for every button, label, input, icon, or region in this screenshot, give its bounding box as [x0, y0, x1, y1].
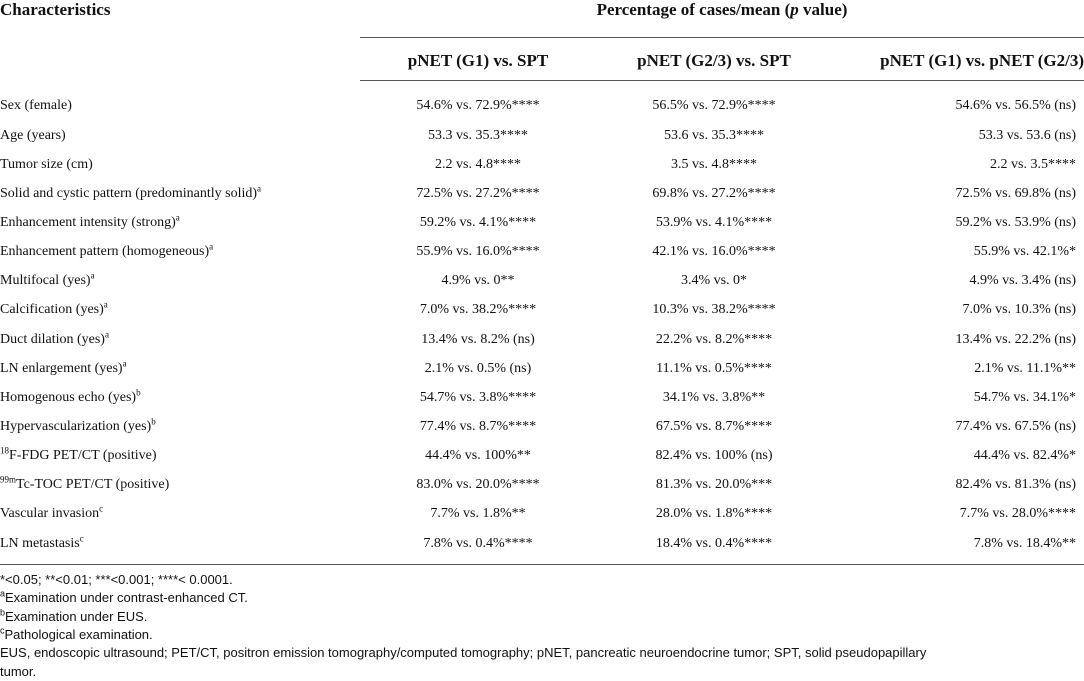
footnotes — [0, 565, 1084, 681]
row-label-text: F-FDG PET/CT (positive) — [9, 448, 157, 464]
footnote-abbrev-1: EUS, endoscopic ultrasound; PET/CT, positron emission tomography/computed tomography; pNET, pancreatic neuroendocrine tumor; SPT, solid pseudopapillary — [0, 645, 927, 661]
cell-col2: 3.5 vs. 4.8**** — [671, 156, 757, 172]
cell-col1: 72.5% vs. 27.2%**** — [416, 185, 540, 201]
row-label — [0, 529, 360, 565]
row-label-text: Hypervascularization (yes) — [0, 418, 152, 434]
cell-col1: 2.1% vs. 0.5% (ns) — [424, 360, 532, 376]
cell-col1: 83.0% vs. 20.0%**** — [416, 477, 540, 493]
header-col1: pNET (G1) vs. SPT — [360, 38, 596, 81]
row-label — [0, 150, 360, 179]
row-label — [0, 81, 360, 122]
cell-col1: 7.7% vs. 1.8%** — [430, 506, 526, 522]
table-body — [0, 81, 1084, 565]
cell-col2: 56.5% vs. 72.9%**** — [652, 98, 776, 113]
row-label — [0, 383, 360, 412]
cell-col2: 11.1% vs. 0.5%**** — [656, 360, 772, 376]
cell-col1: 59.2% vs. 4.1%**** — [419, 214, 537, 230]
table-row — [0, 238, 1084, 267]
table-row — [0, 267, 1084, 296]
table-row — [0, 383, 1084, 412]
footnote-b-text: Examination under EUS. — [5, 608, 148, 624]
cell-col2: 3.4% vs. 0* — [680, 273, 748, 289]
cell-col3: 7.8% vs. 18.4%** — [832, 529, 1084, 565]
cell-col1: 53.3 vs. 35.3**** — [428, 127, 528, 143]
cell-col1: 77.4% vs. 8.7%**** — [419, 418, 537, 434]
row-label-footnote-mark: a — [209, 241, 214, 252]
cell-col2: 22.2% vs. 8.2%**** — [655, 331, 773, 347]
table-row — [0, 179, 1084, 208]
row-label — [0, 121, 360, 150]
table-row — [0, 325, 1084, 354]
header-col2: pNET (G2/3) vs. SPT — [596, 38, 832, 81]
cell-col3: 54.7% vs. 34.1%* — [973, 389, 1076, 405]
group-title-post: value) — [798, 0, 848, 19]
row-label-footnote-mark: a — [122, 358, 127, 369]
row-label-footnote-mark: a — [90, 270, 95, 281]
row-label — [0, 325, 360, 354]
group-title-pre: Percentage of cases/mean ( — [596, 0, 791, 19]
cell-col3: 77.4% vs. 67.5% (ns) — [955, 418, 1076, 434]
cell-col3: 82.4% vs. 81.3% (ns) — [955, 477, 1076, 493]
cell-col3: 55.9% vs. 42.1%* — [973, 244, 1076, 260]
table-row — [0, 121, 1084, 150]
row-label — [0, 208, 360, 237]
cell-col2: 18.4% vs. 0.4%**** — [596, 529, 832, 565]
cell-col2: 34.1% vs. 3.8%** — [662, 389, 766, 405]
cell-col2: 10.3% vs. 38.2%**** — [652, 302, 776, 318]
row-label-footnote-mark: b — [136, 387, 141, 398]
header-row-1 — [0, 0, 1084, 38]
row-label-footnote-mark: a — [104, 328, 109, 339]
table-row — [0, 208, 1084, 237]
row-label-footnote-mark: b — [151, 416, 156, 427]
table-row — [0, 81, 1084, 122]
header-col3: pNET (G1) vs. pNET (G2/3) — [832, 38, 1084, 81]
cell-col1: 7.8% vs. 0.4%**** — [360, 529, 596, 565]
table-row — [0, 296, 1084, 325]
row-label-footnote-mark: c — [79, 532, 84, 543]
cell-col3: 4.9% vs. 3.4% (ns) — [969, 273, 1076, 289]
cell-col3: 2.1% vs. 11.1%** — [974, 360, 1076, 376]
cell-col2: 53.9% vs. 4.1%**** — [655, 214, 773, 230]
row-label-text: LN metastasis — [0, 535, 80, 551]
row-label — [0, 238, 360, 267]
row-label — [0, 296, 360, 325]
table-row — [0, 354, 1084, 383]
table-row — [0, 471, 1084, 500]
row-label-text: Homogenous echo (yes) — [0, 389, 137, 405]
table-row — [0, 442, 1084, 471]
row-label-footnote-mark: a — [175, 212, 180, 223]
cell-col3: 2.2 vs. 3.5**** — [990, 156, 1076, 172]
row-label-text: Tumor size (cm) — [0, 156, 93, 172]
cell-col2: 81.3% vs. 20.0%*** — [655, 477, 773, 493]
header-group-title — [360, 0, 1084, 38]
footnote-c-text: Pathological examination. — [4, 627, 153, 642]
row-label-prefix-sup: 99m — [0, 474, 17, 485]
row-label-text: Duct dilation (yes) — [0, 331, 105, 347]
cell-col3: 7.7% vs. 28.0%**** — [959, 506, 1076, 522]
cell-col3: 7.0% vs. 10.3% (ns) — [962, 302, 1076, 318]
row-label-footnote-mark: a — [103, 299, 108, 310]
cell-col2: 53.6 vs. 35.3**** — [664, 127, 764, 143]
footnote-c — [0, 626, 1084, 644]
header-characteristics: Characteristics — [0, 0, 111, 19]
row-label-text: Calcification (yes) — [0, 302, 104, 318]
row-label-text: Tc-TOC PET/CT (positive) — [16, 477, 170, 493]
cell-col1: 55.9% vs. 16.0%**** — [416, 244, 540, 260]
group-title-p: p — [790, 0, 799, 19]
footnote-a — [0, 589, 1084, 607]
footnote-c-mark: c — [0, 625, 5, 636]
cell-col3: 72.5% vs. 69.8% (ns) — [955, 185, 1076, 201]
cell-col3: 53.3 vs. 53.6 (ns) — [978, 127, 1076, 143]
footnote-significance: *<0.05; **<0.01; ***<0.001; ****< 0.0001. — [0, 572, 233, 588]
cell-col2: 67.5% vs. 8.7%**** — [655, 418, 773, 434]
footnote-a-text: Examination under contrast-enhanced CT. — [5, 590, 248, 606]
cell-col3: 44.4% vs. 82.4%* — [973, 448, 1076, 464]
row-label-text: Solid and cystic pattern (predominantly solid) — [0, 185, 258, 201]
row-label — [0, 412, 360, 441]
footnote-abbrev-2: tumor. — [0, 663, 37, 679]
row-label — [0, 471, 360, 500]
cell-col2: 28.0% vs. 1.8%**** — [655, 506, 773, 522]
cell-col3: 13.4% vs. 22.2% (ns) — [955, 331, 1076, 347]
table-row — [0, 412, 1084, 441]
cell-col1: 44.4% vs. 100%** — [425, 448, 531, 464]
row-label-text: Vascular invasion — [0, 506, 100, 522]
cell-col2: 82.4% vs. 100% (ns) — [655, 448, 773, 464]
row-label — [0, 442, 360, 471]
row-label-text: Sex (female) — [0, 97, 72, 113]
row-label-text: LN enlargement (yes) — [0, 360, 123, 376]
cell-col2: 42.1% vs. 16.0%**** — [652, 244, 776, 260]
cell-col1: 2.2 vs. 4.8**** — [435, 156, 521, 172]
row-label — [0, 354, 360, 383]
row-label-prefix-sup: 18 — [0, 445, 9, 456]
row-label — [0, 500, 360, 529]
cell-col1: 54.6% vs. 72.9%**** — [416, 98, 540, 113]
footnote-a-mark: a — [0, 589, 6, 600]
cell-col1: 7.0% vs. 38.2%**** — [419, 302, 537, 318]
cell-col3: 59.2% vs. 53.9% (ns) — [955, 214, 1076, 230]
table-row — [0, 150, 1084, 179]
row-label — [0, 267, 360, 296]
row-label — [0, 179, 360, 208]
row-label-text: Enhancement intensity (strong) — [0, 214, 176, 230]
cell-col3: 54.6% vs. 56.5% (ns) — [955, 98, 1076, 113]
row-label-text: Age (years) — [0, 127, 66, 143]
cell-col2: 69.8% vs. 27.2%**** — [652, 185, 776, 201]
row-label-text: Multifocal (yes) — [0, 273, 91, 289]
row-label-footnote-mark: a — [257, 183, 262, 194]
row-label-text: Enhancement pattern (homogeneous) — [0, 244, 210, 260]
table-row — [0, 529, 1084, 565]
footnote-b — [0, 608, 1084, 626]
cell-col1: 4.9% vs. 0** — [441, 273, 515, 289]
footnote-b-mark: b — [0, 607, 6, 618]
cell-col1: 54.7% vs. 3.8%**** — [419, 389, 537, 405]
cell-col1: 13.4% vs. 8.2% (ns) — [421, 331, 535, 347]
row-label-footnote-mark: c — [99, 503, 104, 514]
table-row — [0, 500, 1084, 529]
